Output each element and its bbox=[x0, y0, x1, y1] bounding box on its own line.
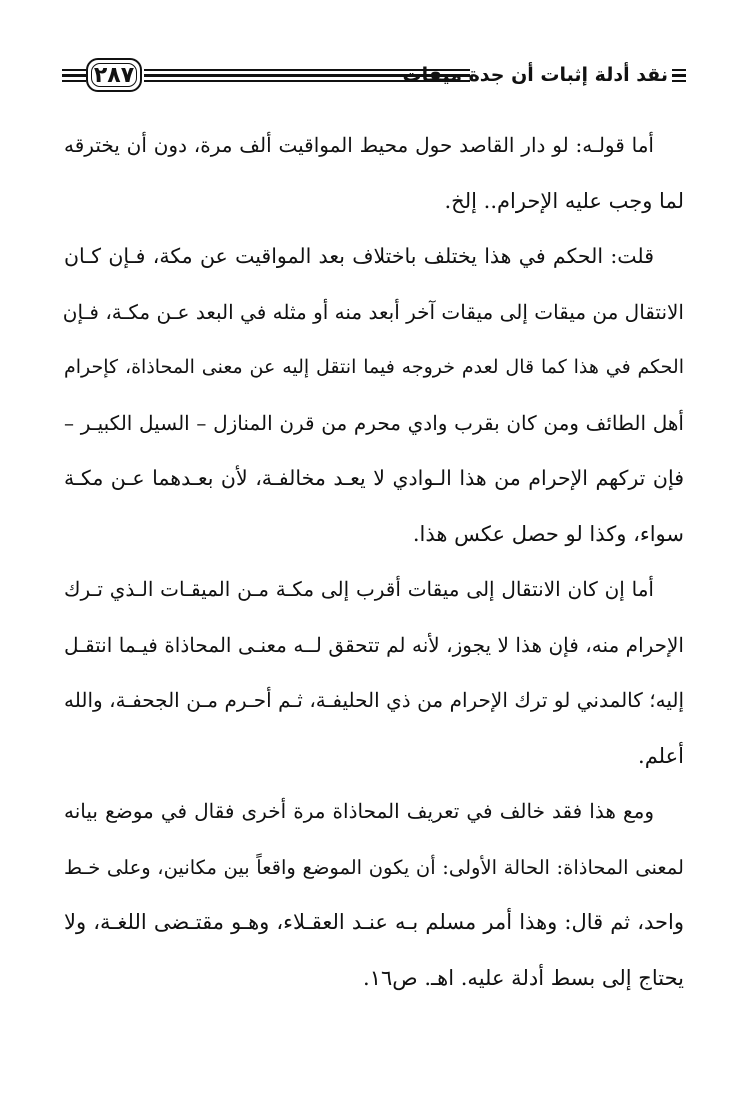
text-line: سواء، وكذا لو حصل عكس هذا. bbox=[412, 521, 684, 546]
text-line: الإحرام منه، فإن هذا لا يجوز، لأنه لم تتحقق لــه معنـى المحاذاة فيـما انتقـل bbox=[64, 632, 684, 657]
text-line: ومع هذا فقد خالف في تعريف المحاذاة مرة أخرى فقال في موضع بيانه bbox=[64, 799, 654, 823]
header-rule-left bbox=[62, 69, 86, 83]
text-line: واحد، ثم قال: وهذا أمر مسلم بـه عنـد العقـلاء، وهـو مقتـضى اللغـة، ولا bbox=[64, 910, 684, 934]
text-line: قلت: الحكم في هذا يختلف باختلاف بعد المواقيت عن مكة، فـإن كـان bbox=[64, 244, 654, 268]
text-line: فإن تركهم الإحرام من هذا الـوادي لا يعـد مخالفـة، لأن بعـدهما عـن مكـة bbox=[64, 466, 684, 490]
text-line: إليه؛ كالمدني لو ترك الإحرام من ذي الحليفـة، ثـم أحـرم مـن الجحفـة، والله bbox=[64, 688, 684, 712]
text-line: الحكم في هذا كما قال لعدم خروجه فيما انتقل إليه عن معنى المحاذاة، كإحرام bbox=[64, 356, 684, 378]
text-line: لمعنى المحاذاة: الحالة الأولى: أن يكون الموضع واقعاً بين مكانين، وعلى خـط bbox=[64, 855, 684, 879]
text-line: لما وجب عليه الإحرام.. إلخ. bbox=[444, 188, 684, 213]
text-line: يحتاج إلى بسط أدلة عليه. اهـ. ص١٦. bbox=[363, 965, 684, 990]
page-number: ٢٨٧ bbox=[86, 58, 142, 92]
body-text bbox=[64, 118, 684, 1006]
text-line: أما قولـه: لو دار القاصد حول محيط المواقيت ألف مرة، دون أن يخترقه bbox=[64, 133, 654, 157]
text-line: أما إن كان الانتقال إلى ميقات أقرب إلى مكـة مـن الميقـات الـذي تـرك bbox=[64, 577, 654, 601]
text-line: الانتقال من ميقات إلى ميقات آخر أبعد منه أو مثله في البعد عـن مكـة، فـإن bbox=[62, 299, 684, 324]
running-title: نقد أدلة إثبات أن جدة ميقات bbox=[402, 64, 668, 86]
text-line: أهل الطائف ومن كان بقرب وادي محرم من قرن المنازل – السيل الكبيـر – bbox=[64, 410, 684, 435]
running-header bbox=[62, 52, 684, 98]
text-line: أعلم. bbox=[638, 743, 684, 768]
header-rule-right bbox=[672, 69, 686, 83]
